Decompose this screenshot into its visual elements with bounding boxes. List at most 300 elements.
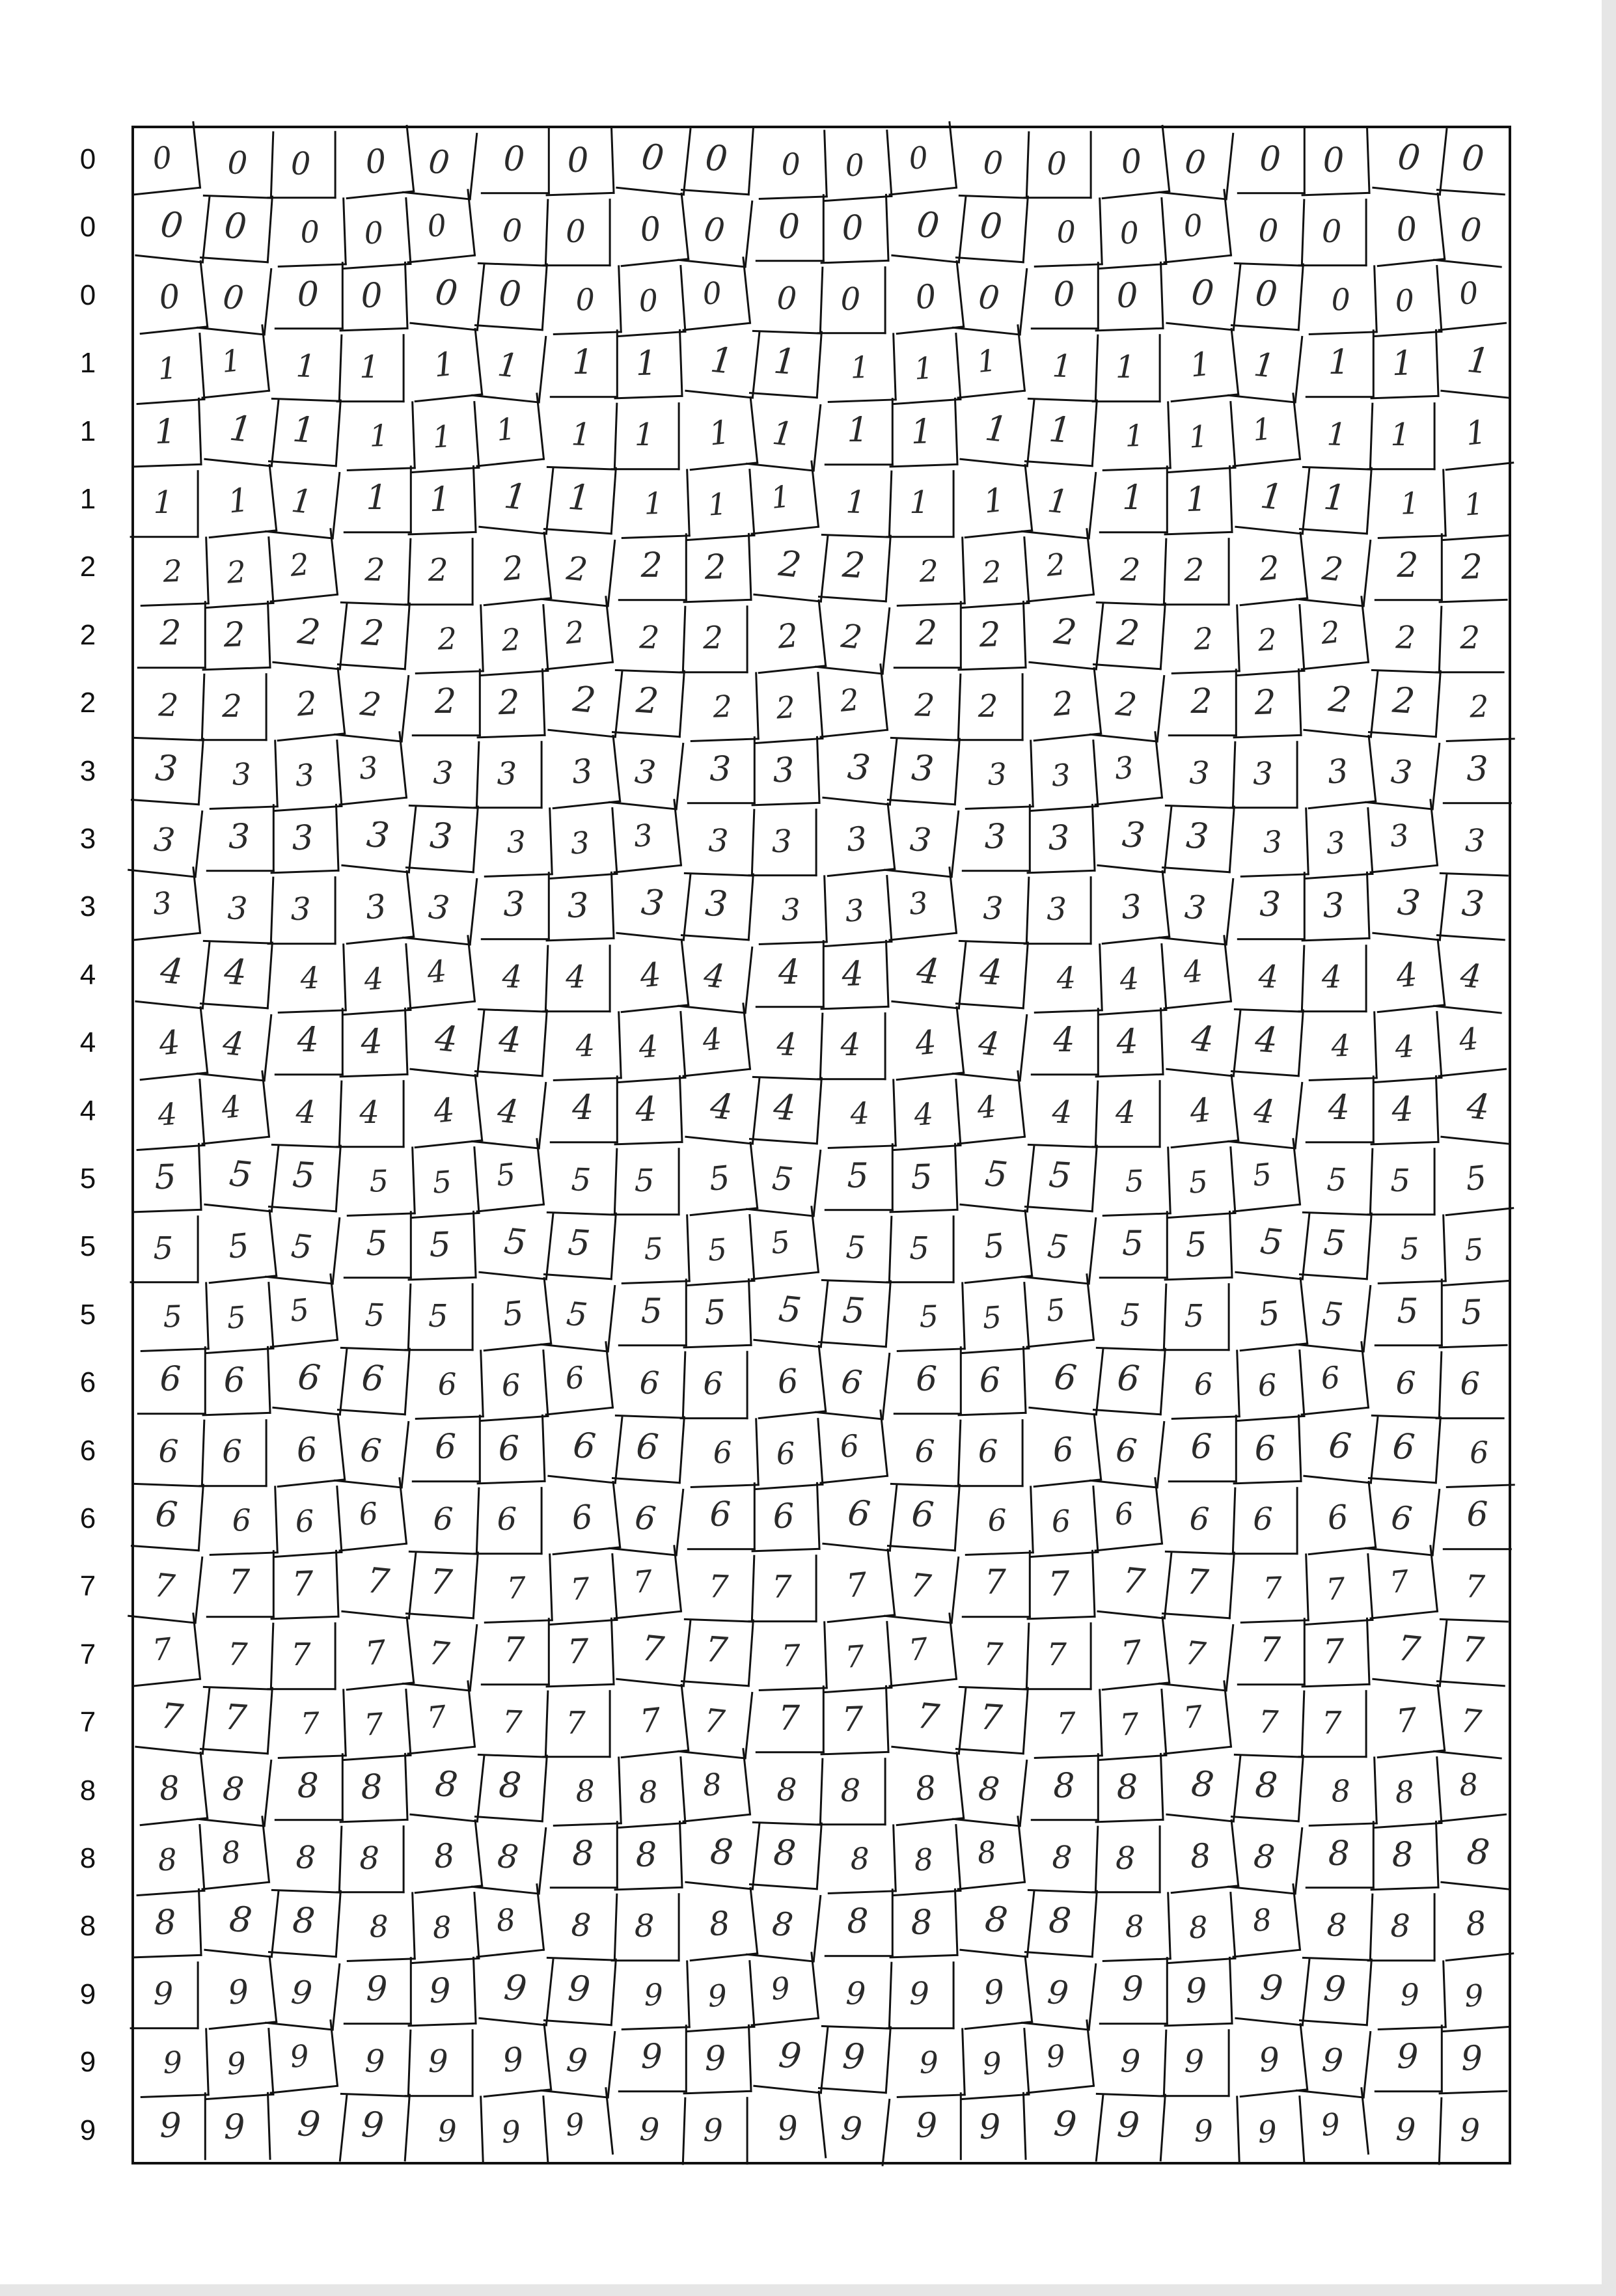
- digit-cell: 7: [1300, 1553, 1374, 1625]
- digit-cell: 1: [1099, 465, 1168, 533]
- digit-cell: 6: [1368, 1411, 1442, 1484]
- digit-cell: 2: [818, 530, 892, 602]
- digit-cell: 2: [1371, 603, 1442, 674]
- digit-cell: 5: [754, 1273, 829, 1348]
- digit-cell: 6: [545, 1480, 621, 1555]
- digit-cell: 9: [405, 2029, 474, 2097]
- digit-cell: 8: [546, 1891, 617, 1961]
- digit-cell: 3: [616, 867, 691, 942]
- digit-cell: 7: [818, 1685, 889, 1756]
- digit-cell: 9: [893, 2092, 962, 2160]
- digit-cell: 0: [616, 121, 691, 196]
- digit-cell: 2: [1294, 596, 1369, 671]
- digit-cell: 9: [405, 1956, 476, 2026]
- digit-cell: 5: [1302, 1146, 1373, 1216]
- digit-cell: 5: [202, 1210, 277, 1284]
- digit-cell: 0: [881, 121, 957, 196]
- digit-cell: 0: [819, 130, 892, 202]
- digit-cell: 4: [1306, 1011, 1377, 1081]
- digit-cell: 3: [1299, 872, 1370, 942]
- digit-cell: 9: [1375, 1960, 1446, 2030]
- digit-cell: 0: [959, 129, 1030, 199]
- digit-cell: 2: [1028, 596, 1104, 671]
- digit-cell: 4: [685, 1070, 760, 1145]
- digit-cell: 6: [893, 1347, 962, 1415]
- digit-cell: 6: [474, 1414, 545, 1484]
- digit-cell: 8: [407, 1892, 480, 1964]
- digit-cell: 3: [1158, 872, 1234, 947]
- digit-cell: 0: [126, 121, 201, 196]
- digit-cell: 6: [475, 1349, 549, 1422]
- digit-cell: 2: [200, 536, 274, 609]
- digit-cell: 8: [950, 1816, 1026, 1890]
- digit-cell: 8: [1024, 1886, 1098, 1958]
- digit-cell: 0: [1431, 256, 1507, 331]
- digit-cell: 1: [1302, 400, 1373, 471]
- digit-cell: 6: [612, 1411, 685, 1484]
- digit-cell: 8: [611, 1894, 680, 1961]
- row-label: 2: [79, 687, 96, 719]
- digit-cell: 8: [344, 1892, 415, 1963]
- row-label: 9: [79, 2114, 96, 2146]
- digit-cell: 3: [1088, 731, 1163, 806]
- row-label: 3: [79, 754, 96, 787]
- digit-cell: 2: [340, 536, 411, 606]
- digit-cell: 1: [1227, 329, 1303, 404]
- digit-cell: 1: [1162, 465, 1233, 535]
- row-label: 7: [79, 1706, 96, 1739]
- digit-cell: 1: [268, 394, 342, 467]
- digit-cell: 4: [1164, 1074, 1239, 1149]
- digit-cell: 4: [756, 940, 825, 1008]
- digit-cell: 0: [337, 262, 408, 332]
- digit-cell: 8: [1431, 1748, 1507, 1823]
- digit-cell: 6: [1301, 1480, 1376, 1555]
- digit-cell: 8: [817, 1758, 886, 1825]
- digit-cell: 7: [1370, 1684, 1445, 1759]
- digit-cell: 8: [952, 1752, 1028, 1827]
- digit-cell: 8: [275, 1753, 344, 1821]
- digit-cell: 4: [1233, 943, 1304, 1013]
- digit-cell: 9: [263, 2019, 338, 2094]
- digit-cell: 7: [482, 1553, 553, 1624]
- digit-cell: 0: [757, 130, 828, 200]
- digit-cell: 7: [1372, 1612, 1447, 1687]
- digit-cell: 3: [881, 867, 957, 942]
- digit-cell: 4: [1370, 938, 1445, 1013]
- digit-cell: 9: [538, 2087, 613, 2162]
- row-label: 0: [79, 143, 96, 175]
- digit-cell: 3: [962, 805, 1031, 872]
- digit-cell: 4: [612, 1075, 683, 1146]
- digit-cell: 7: [481, 1618, 550, 1685]
- digit-cell: 7: [1440, 1553, 1511, 1623]
- row-label: 6: [79, 1434, 96, 1467]
- digit-cell: 3: [1372, 867, 1447, 942]
- digit-cell: 3: [402, 872, 478, 947]
- digit-cell: 0: [891, 189, 966, 264]
- digit-cell: 5: [1162, 1146, 1236, 1219]
- digit-cell: 9: [894, 2028, 965, 2098]
- digit-cell: 4: [133, 1006, 208, 1081]
- digit-cell: 1: [1235, 460, 1310, 535]
- digit-cell: 4: [1227, 1075, 1303, 1150]
- digit-cell: 0: [133, 260, 208, 335]
- digit-cell: 2: [1019, 528, 1095, 603]
- digit-cell: 3: [1024, 804, 1095, 874]
- digit-cell: 2: [618, 533, 687, 601]
- digit-cell: 7: [275, 1689, 346, 1759]
- digit-cell: 8: [887, 1888, 958, 1959]
- digit-cell: 5: [611, 1148, 680, 1215]
- digit-cell: 0: [613, 265, 687, 337]
- digit-cell: 2: [750, 672, 824, 744]
- digit-cell: 3: [822, 731, 897, 806]
- digit-cell: 6: [334, 1414, 409, 1489]
- digit-cell: 5: [1438, 1142, 1514, 1217]
- digit-cell: 0: [1166, 256, 1241, 331]
- digit-cell: 8: [133, 1752, 208, 1827]
- digit-cell: 4: [1306, 1075, 1375, 1143]
- digit-cell: 3: [749, 736, 820, 807]
- digit-cell: 3: [339, 870, 415, 945]
- digit-cell: 0: [1298, 199, 1367, 266]
- digit-cell: 1: [1438, 396, 1514, 471]
- digit-cell: 5: [138, 1282, 209, 1353]
- digit-cell: 3: [757, 876, 828, 946]
- digit-cell: 8: [551, 1757, 622, 1827]
- digit-cell: 0: [1031, 262, 1100, 329]
- digit-cell: 0: [1237, 126, 1306, 194]
- digit-cell: 7: [341, 1545, 417, 1620]
- digit-cell: 4: [407, 1074, 483, 1149]
- digit-cell: 4: [888, 1079, 961, 1151]
- digit-cell: 6: [1303, 1409, 1378, 1484]
- digit-cell: 9: [955, 2092, 1026, 2163]
- digit-cell: 0: [197, 261, 272, 336]
- digit-cell: 8: [1028, 1823, 1099, 1894]
- digit-cell: 7: [1023, 1622, 1092, 1690]
- digit-cell: 4: [950, 1070, 1026, 1145]
- digit-cell: 4: [1431, 1003, 1507, 1077]
- digit-cell: 7: [1024, 1550, 1095, 1620]
- digit-cell: 9: [681, 2025, 752, 2095]
- digit-cell: 3: [131, 733, 204, 805]
- digit-cell: 7: [202, 1620, 273, 1691]
- digit-cell: 5: [821, 1213, 892, 1284]
- digit-cell: 2: [1026, 667, 1102, 742]
- digit-cell: 3: [409, 739, 480, 809]
- digit-cell: 0: [1158, 126, 1234, 201]
- digit-cell: 7: [400, 1680, 476, 1755]
- digit-cell: 8: [197, 1752, 272, 1827]
- digit-cell: 1: [344, 401, 415, 471]
- digit-cell: 8: [749, 1818, 823, 1890]
- digit-cell: 1: [202, 463, 277, 538]
- digit-cell: 4: [749, 1072, 823, 1144]
- digit-cell: 7: [402, 1617, 478, 1692]
- digit-cell: 9: [818, 2021, 892, 2094]
- digit-cell: 2: [1296, 533, 1371, 607]
- digit-cell: 3: [959, 874, 1030, 945]
- digit-cell: 5: [407, 1146, 480, 1219]
- digit-cell: 6: [1371, 1349, 1442, 1419]
- digit-cell: 0: [339, 125, 415, 200]
- digit-cell: 4: [199, 937, 273, 1009]
- digit-cell: 5: [746, 1142, 821, 1217]
- digit-cell: 7: [884, 1549, 959, 1624]
- digit-cell: 2: [1169, 604, 1240, 674]
- digit-cell: 2: [813, 663, 888, 738]
- digit-cell: 0: [338, 197, 411, 270]
- digit-cell: 1: [1101, 401, 1171, 471]
- digit-cell: 3: [405, 801, 479, 874]
- digit-cell: 6: [751, 1345, 827, 1420]
- digit-cell: 4: [471, 1075, 547, 1150]
- digit-cell: 7: [542, 1690, 611, 1758]
- digit-cell: 2: [538, 596, 613, 671]
- digit-cell: 5: [1101, 1146, 1171, 1217]
- digit-cell: 6: [688, 1418, 759, 1488]
- digit-cell: 9: [1021, 1956, 1097, 2031]
- digit-cell: 1: [336, 335, 405, 402]
- digit-cell: 4: [336, 1080, 405, 1148]
- digit-cell: 9: [478, 1952, 554, 2026]
- digit-cell: 5: [540, 1278, 616, 1353]
- digit-cell: 2: [1303, 663, 1378, 738]
- digit-cell: 6: [1168, 1415, 1237, 1482]
- digit-cell: 5: [818, 1276, 892, 1348]
- digit-cell: 3: [1238, 808, 1309, 878]
- digit-cell: 5: [263, 1273, 338, 1348]
- digit-cell: 8: [271, 1823, 342, 1894]
- digit-cell: 6: [332, 1477, 407, 1552]
- row-label: 9: [79, 1978, 96, 2010]
- digit-cell: 5: [478, 1206, 554, 1280]
- digit-cell: 7: [1097, 1545, 1173, 1620]
- digit-cell: 0: [135, 189, 210, 264]
- digit-cell: 3: [1162, 801, 1235, 874]
- digit-cell: 5: [1375, 1215, 1446, 1285]
- digit-cell: 6: [1443, 1482, 1512, 1550]
- digit-cell: 4: [410, 1003, 486, 1077]
- digit-cell: 3: [268, 804, 339, 874]
- digit-cell: 4: [194, 1070, 269, 1145]
- digit-cell: 3: [1097, 799, 1173, 874]
- scan-edge-right: [1602, 0, 1616, 2296]
- digit-cell: 2: [893, 601, 962, 669]
- digit-cell: 6: [1088, 1477, 1163, 1552]
- digit-cell: 5: [957, 1210, 1033, 1284]
- digit-cell: 4: [955, 937, 1029, 1009]
- digit-cell: 5: [340, 1281, 411, 1351]
- digit-cell: 0: [756, 194, 825, 262]
- digit-cell: 6: [890, 1417, 961, 1487]
- digit-cell: 1: [1164, 328, 1239, 403]
- digit-cell: 5: [959, 1138, 1035, 1213]
- digit-cell: 4: [678, 939, 753, 1014]
- digit-cell: 1: [1092, 335, 1161, 402]
- digit-cell: 5: [200, 1282, 274, 1354]
- digit-cell: 6: [1028, 1342, 1104, 1417]
- digit-cell: 3: [482, 808, 553, 878]
- row-label: 5: [79, 1298, 96, 1331]
- row-label: 2: [79, 618, 96, 651]
- digit-cell: 1: [888, 333, 961, 405]
- digit-cell: 6: [200, 1346, 271, 1417]
- digit-cell: 4: [551, 1011, 622, 1081]
- digit-cell: 8: [1225, 1884, 1300, 1959]
- digit-cell: 4: [1230, 1004, 1304, 1077]
- digit-cell: 9: [1161, 2029, 1230, 2097]
- digit-cell: 0: [478, 197, 549, 267]
- digit-cell: 6: [1169, 1350, 1240, 1420]
- digit-cell: 5: [344, 1211, 413, 1279]
- digit-cell: 9: [1019, 2019, 1095, 2094]
- digit-cell: 5: [265, 1210, 340, 1285]
- digit-cell: 4: [1093, 1008, 1164, 1078]
- digit-cell: 3: [1095, 870, 1170, 945]
- digit-cell: 9: [821, 1959, 892, 2030]
- digit-cell: 4: [818, 939, 889, 1010]
- digit-cell: 4: [478, 943, 549, 1013]
- digit-cell: 1: [1021, 465, 1097, 540]
- digit-cell: 8: [1031, 1753, 1100, 1821]
- digit-cell: 2: [1436, 605, 1505, 673]
- digit-cell: 3: [1363, 799, 1438, 874]
- digit-cell: 4: [952, 1007, 1028, 1082]
- digit-cell: 6: [1025, 1486, 1099, 1558]
- digit-cell: 8: [1306, 1821, 1375, 1889]
- digit-cell: 3: [687, 736, 756, 804]
- digit-cell: 0: [681, 123, 754, 195]
- digit-cell: 5: [543, 1208, 616, 1280]
- digit-cell: 7: [1363, 1545, 1438, 1620]
- digit-cell: 5: [268, 1140, 342, 1212]
- digit-cell: 1: [1441, 325, 1516, 400]
- digit-cell: 1: [471, 329, 547, 404]
- digit-cell: 6: [131, 1479, 204, 1551]
- digit-cell: 0: [1023, 131, 1092, 199]
- digit-cell: 9: [1375, 2025, 1444, 2092]
- row-label: 4: [79, 958, 96, 991]
- digit-cell: 9: [681, 1960, 755, 2032]
- digit-cell: 6: [955, 1419, 1024, 1487]
- digit-cell: 3: [609, 736, 684, 810]
- digit-cell: 6: [609, 1482, 684, 1556]
- digit-cell: 2: [1231, 669, 1302, 739]
- digit-cell: 3: [269, 740, 343, 812]
- digit-cell: 5: [405, 1283, 474, 1351]
- digit-cell: 9: [543, 1954, 616, 2026]
- digit-cell: 4: [1166, 1003, 1241, 1077]
- digit-cell: 5: [1161, 1283, 1230, 1351]
- digit-cell: 6: [1444, 1418, 1515, 1488]
- digit-cell: 4: [271, 1078, 342, 1148]
- digit-cell: 2: [1444, 672, 1515, 742]
- digit-cell: 8: [131, 1824, 205, 1896]
- digit-cell: 6: [538, 1342, 613, 1417]
- digit-cell: 3: [1025, 740, 1099, 812]
- digit-cell: 2: [1096, 536, 1167, 606]
- digit-cell: 3: [820, 803, 896, 878]
- digit-cell: 2: [270, 667, 346, 742]
- digit-cell: 9: [618, 2025, 687, 2092]
- digit-cell: 6: [412, 1415, 481, 1482]
- digit-cell: 9: [1296, 2024, 1371, 2099]
- digit-cell: 3: [207, 740, 278, 810]
- digit-cell: 0: [199, 191, 273, 263]
- digit-cell: 3: [1300, 807, 1374, 879]
- digit-cell: 6: [886, 1479, 960, 1551]
- digit-cell: 0: [1095, 125, 1170, 200]
- row-label: 5: [79, 1163, 96, 1195]
- digit-cell: 3: [1436, 869, 1510, 941]
- digit-cell: 1: [950, 325, 1026, 400]
- digit-cell: 4: [1092, 1080, 1161, 1148]
- digit-cell: 5: [681, 1279, 752, 1349]
- digit-cell: 9: [540, 2024, 616, 2099]
- digit-cell: 1: [546, 400, 617, 471]
- digit-cell: 0: [474, 259, 548, 331]
- digit-cell: 3: [267, 877, 336, 945]
- digit-cell: 0: [410, 256, 486, 331]
- digit-cell: 5: [887, 1143, 958, 1213]
- digit-cell: 0: [817, 266, 886, 334]
- digit-cell: 8: [471, 1820, 547, 1895]
- digit-cell: 8: [1162, 1892, 1236, 1964]
- digit-cell: 7: [1298, 1690, 1367, 1758]
- digit-cell: 5: [1436, 1279, 1507, 1349]
- digit-cell: 5: [131, 1143, 202, 1213]
- digit-cell: 2: [137, 601, 206, 669]
- row-label: 4: [79, 1094, 96, 1127]
- digit-cell: 2: [138, 536, 209, 607]
- digit-cell: 8: [337, 1753, 408, 1823]
- digit-cell: 1: [1299, 462, 1373, 534]
- digit-cell: 0: [1299, 126, 1370, 197]
- digit-cell: 3: [1440, 807, 1511, 877]
- digit-cell: 1: [1368, 329, 1439, 400]
- digit-cell: 4: [275, 1008, 344, 1075]
- digit-cell: 7: [820, 1549, 896, 1624]
- digit-cell: 1: [271, 332, 342, 402]
- digit-cell: 9: [679, 2097, 748, 2165]
- digit-cell: 3: [128, 803, 203, 878]
- digit-cell: 5: [1024, 1140, 1098, 1212]
- digit-cell: 7: [1158, 1617, 1234, 1692]
- digit-cell: 5: [1019, 1273, 1095, 1348]
- digit-cell: 0: [1433, 193, 1509, 268]
- digit-cell: 5: [1233, 1277, 1308, 1352]
- digit-cell: 9: [202, 1955, 277, 2030]
- digit-cell: 7: [1157, 1680, 1232, 1755]
- digit-cell: 6: [547, 1409, 623, 1484]
- digit-cell: 7: [478, 1688, 549, 1758]
- digit-grid: [131, 126, 1511, 2165]
- digit-cell: 1: [1306, 330, 1375, 398]
- digit-cell: 1: [1225, 393, 1300, 467]
- digit-cell: 5: [825, 1143, 894, 1211]
- digit-cell: 9: [475, 2095, 549, 2168]
- digit-cell: 0: [1436, 123, 1510, 195]
- digit-cell: 2: [955, 673, 1024, 741]
- row-label: 3: [79, 823, 96, 855]
- digit-cell: 1: [549, 330, 618, 398]
- digit-cell: 0: [1094, 197, 1168, 270]
- digit-cell: 9: [615, 2095, 686, 2165]
- digit-cell: 7: [1433, 1685, 1509, 1760]
